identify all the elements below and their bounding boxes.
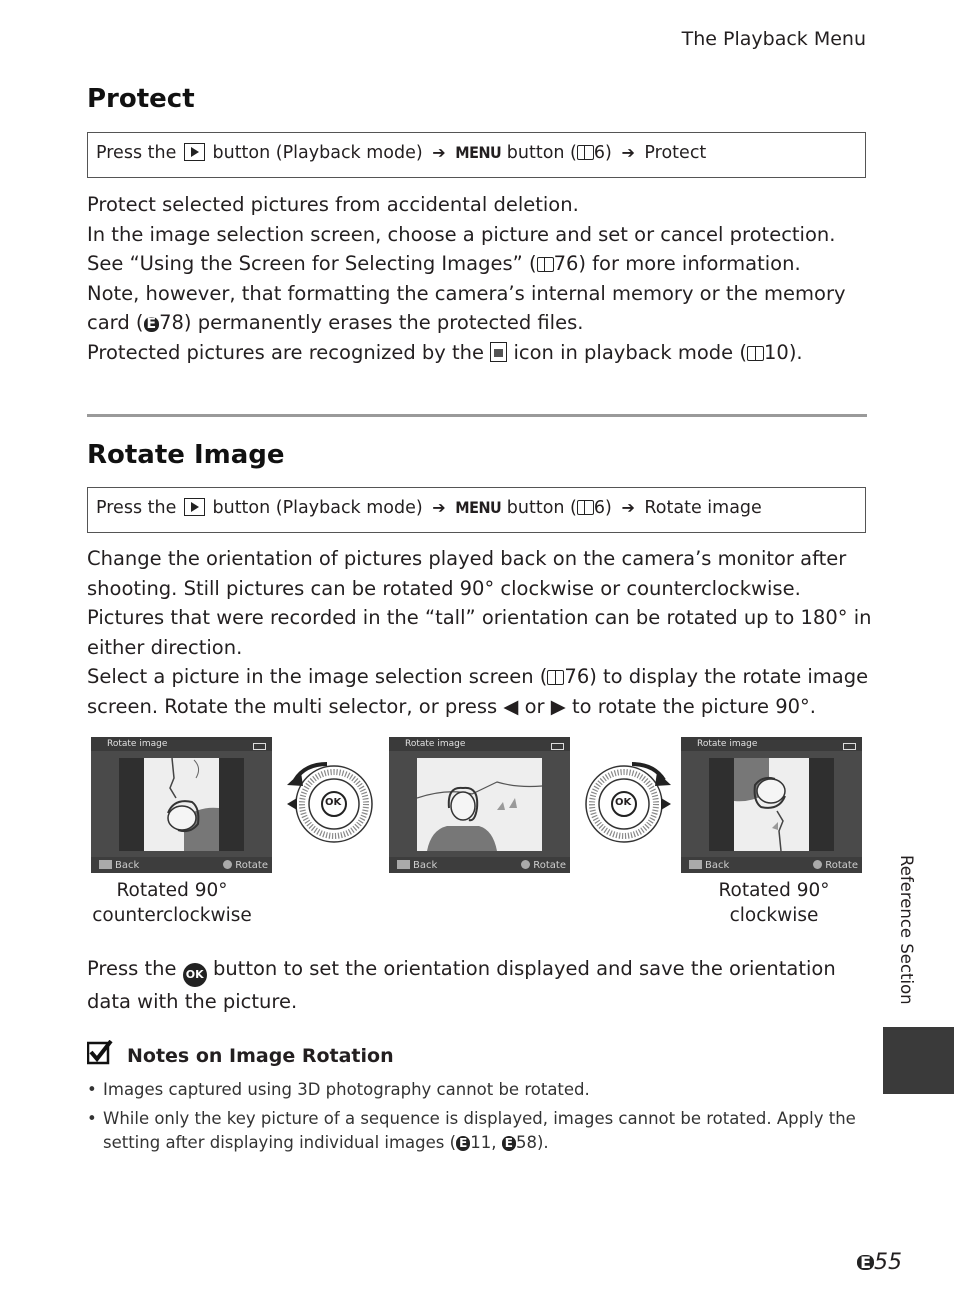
right-triangle-icon: ▶	[550, 694, 566, 718]
protect-heading: Protect	[87, 84, 195, 114]
check-box-icon	[87, 1040, 113, 1066]
rotate-label	[223, 860, 268, 871]
section-divider	[87, 414, 867, 417]
path-text: Press the	[96, 498, 177, 518]
caption-line: counterclockwise	[92, 905, 252, 926]
dial-icon	[223, 860, 232, 869]
text: 10).	[764, 340, 803, 364]
arrow-right-icon: ➔	[621, 143, 635, 162]
book-ref-icon	[577, 500, 594, 515]
rotate-label	[521, 860, 566, 871]
left-triangle-icon: ◀	[503, 694, 519, 718]
notes-title: Notes on Image Rotation	[127, 1045, 394, 1067]
caption-line: Rotated 90°	[718, 880, 830, 901]
arrow-right-icon: ➔	[621, 498, 635, 517]
multi-selector-ccw	[283, 752, 378, 852]
arrow-right-icon: ➔	[432, 498, 446, 517]
rotate-ok-paragraph	[87, 954, 872, 1017]
list-item: • Images captured using 3D photography cannot be rotated.	[87, 1078, 872, 1103]
path-destination: Protect	[644, 143, 707, 163]
back-text: Back	[705, 860, 730, 871]
menu-button-label: MENU	[455, 143, 502, 162]
screen-photo	[119, 758, 244, 851]
rotate-label	[813, 860, 858, 871]
caption-counterclockwise	[72, 878, 272, 928]
reference-section-icon: E	[456, 1136, 470, 1151]
side-section-label	[890, 855, 920, 1005]
path-text: 6)	[593, 143, 612, 163]
text: Note, however, that formatting the camera’s internal memory or the memory card (	[87, 281, 846, 334]
arrow-right-icon: ➔	[432, 143, 446, 162]
path-text: 6)	[593, 498, 612, 518]
checkmark-note-icon	[87, 1040, 113, 1066]
list-item	[87, 1107, 872, 1156]
text: 11,	[470, 1133, 497, 1152]
screen-photo	[417, 758, 542, 851]
battery-icon	[253, 743, 266, 750]
text: 76) to display the rotate image screen. Rotate the multi selector, or press	[87, 665, 869, 718]
playback-button-icon	[184, 143, 205, 161]
landscape-portrait-photo	[417, 758, 542, 851]
side-label-text: Reference Section	[897, 855, 916, 1005]
back-label	[99, 860, 139, 871]
rotate-screen-cw	[681, 737, 862, 873]
rotate-text: Rotate	[533, 860, 566, 871]
book-ref-icon	[547, 670, 564, 685]
paragraph: Change the orientation of pictures played back on the camera’s monitor after shooting. Still pictures can be rotated 90° clockwise or counterclockwise.	[87, 547, 847, 600]
paragraph	[87, 220, 872, 279]
reference-section-icon: E	[857, 1255, 874, 1270]
paragraph: Protect selected pictures from accidental deletion.	[87, 193, 579, 216]
protect-menu-path	[87, 132, 866, 178]
page-number-text: 55	[874, 1250, 902, 1275]
paragraph	[87, 338, 872, 368]
text: In the image selection screen, choose a picture and set or cancel protection. See “Using the Screen for Selecting Images” (	[87, 222, 836, 275]
path-text: button (Playback mode)	[212, 498, 423, 518]
path-text: button (Playback mode)	[212, 143, 423, 163]
screen-title: Rotate image	[405, 739, 466, 749]
dial-icon	[813, 860, 822, 869]
running-header: The Playback Menu	[681, 28, 866, 50]
text: or	[524, 694, 545, 718]
rotate-screen-ccw	[91, 737, 272, 873]
text: 76) for more information.	[553, 252, 801, 275]
menu-tag-icon	[689, 860, 702, 869]
text: to rotate the picture 90°.	[571, 694, 816, 718]
ok-label: OK	[615, 797, 632, 808]
rotate-body	[87, 544, 872, 721]
path-text: button (	[506, 498, 577, 518]
back-text: Back	[413, 860, 438, 871]
text: Protected pictures are recognized by the	[87, 340, 485, 364]
screen-title: Rotate image	[107, 739, 168, 749]
notes-heading	[87, 1040, 394, 1067]
battery-icon	[551, 743, 564, 750]
paragraph: Pictures that were recorded in the “tall” orientation can be rotated up to 180° in either direction.	[87, 606, 872, 659]
paragraph	[87, 954, 872, 1017]
text: Select a picture in the image selection screen (	[87, 665, 548, 688]
rotate-text: Rotate	[825, 860, 858, 871]
screen-title: Rotate image	[697, 739, 758, 749]
path-text: Press the	[96, 143, 177, 163]
portrait-photo-rotated-ccw	[144, 758, 219, 851]
playback-button-icon	[184, 498, 205, 516]
photo-image	[417, 758, 542, 851]
text: While only the key picture of a sequence is displayed, images cannot be rotated. Apply the setting after displaying individual images (	[103, 1108, 856, 1152]
multi-selector-cw	[580, 752, 675, 852]
screen-photo	[709, 758, 834, 851]
back-label	[689, 860, 729, 871]
portrait-photo-rotated-cw	[734, 758, 809, 851]
ok-label: OK	[325, 797, 342, 808]
rotate-menu-path	[87, 487, 866, 533]
notes-list	[87, 1078, 872, 1160]
text: button to set the orientation displayed and save the orientation data with the picture.	[87, 957, 836, 1013]
rotate-screen-original	[389, 737, 570, 873]
menu-button-label: MENU	[455, 498, 502, 517]
caption-clockwise	[674, 878, 874, 928]
ok-button-icon: OK	[183, 963, 207, 987]
text: 78) permanently erases the protected files.	[159, 311, 584, 334]
back-label	[397, 860, 437, 871]
battery-icon	[843, 743, 856, 750]
path-destination: Rotate image	[644, 498, 762, 518]
caption-line: Rotated 90°	[116, 880, 228, 901]
photo-image	[144, 758, 219, 851]
protect-body	[87, 190, 872, 367]
back-text: Back	[115, 860, 140, 871]
path-text: button (	[506, 143, 577, 163]
text: Press the	[87, 957, 177, 980]
text: icon in playback mode (	[513, 340, 747, 364]
rotate-heading: Rotate Image	[87, 440, 285, 470]
reference-section-icon: E	[502, 1136, 516, 1151]
protect-key-icon	[490, 342, 507, 362]
text: 58).	[515, 1133, 549, 1152]
menu-tag-icon	[99, 860, 112, 869]
caption-line: clockwise	[729, 905, 819, 926]
side-section-tab	[883, 1027, 954, 1094]
reference-section-icon: E	[144, 317, 160, 332]
rotate-text: Rotate	[235, 860, 268, 871]
book-ref-icon	[577, 145, 594, 160]
page-number	[857, 1250, 902, 1275]
book-ref-icon	[747, 346, 764, 361]
menu-tag-icon	[397, 860, 410, 869]
dial-icon	[521, 860, 530, 869]
book-ref-icon	[537, 257, 554, 272]
photo-image	[734, 758, 809, 851]
paragraph	[87, 279, 872, 338]
paragraph	[87, 662, 872, 721]
